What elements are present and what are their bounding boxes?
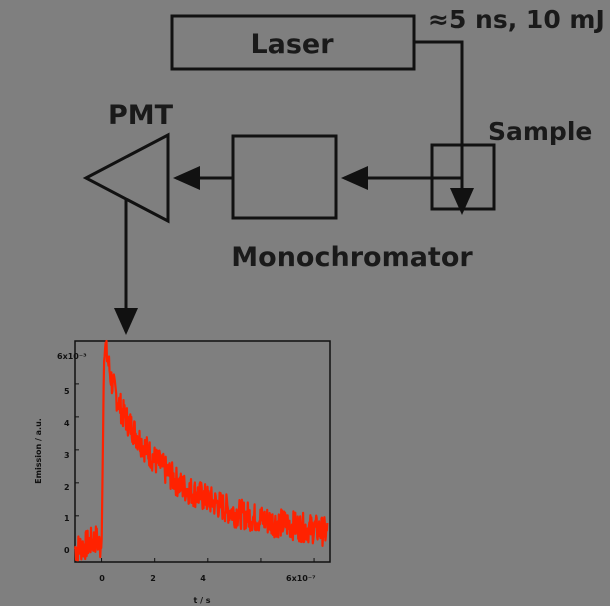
monochromator-label: Monochromator bbox=[231, 242, 473, 273]
plot-layer bbox=[75, 341, 327, 562]
y-tick-label: 5 bbox=[64, 387, 70, 396]
y-tick-label: 2 bbox=[64, 483, 70, 492]
y-tick-label: 4 bbox=[64, 419, 70, 428]
plot-x-multiplier: 6x10⁻⁷ bbox=[286, 574, 316, 583]
pulse-label: ≈5 ns, 10 mJ bbox=[428, 5, 605, 34]
plot-y-multiplier: 6x10⁻³ bbox=[57, 352, 87, 361]
x-tick-label: 0 bbox=[99, 574, 105, 583]
plot-xlabel: t / s bbox=[193, 596, 211, 605]
sample-label: Sample bbox=[488, 117, 593, 146]
pmt-label: PMT bbox=[108, 100, 174, 131]
monochromator-box bbox=[233, 136, 336, 218]
plot-ylabel: Emission / a.u. bbox=[34, 418, 43, 484]
y-tick-label: 0 bbox=[64, 546, 70, 555]
x-tick-label: 4 bbox=[200, 574, 206, 583]
y-tick-label: 3 bbox=[64, 451, 70, 460]
decay-trace bbox=[75, 341, 327, 560]
laser-beam-line bbox=[414, 42, 462, 212]
x-tick-label: 2 bbox=[150, 574, 156, 583]
laser-label: Laser bbox=[250, 29, 334, 60]
y-tick-label: 1 bbox=[64, 514, 70, 523]
